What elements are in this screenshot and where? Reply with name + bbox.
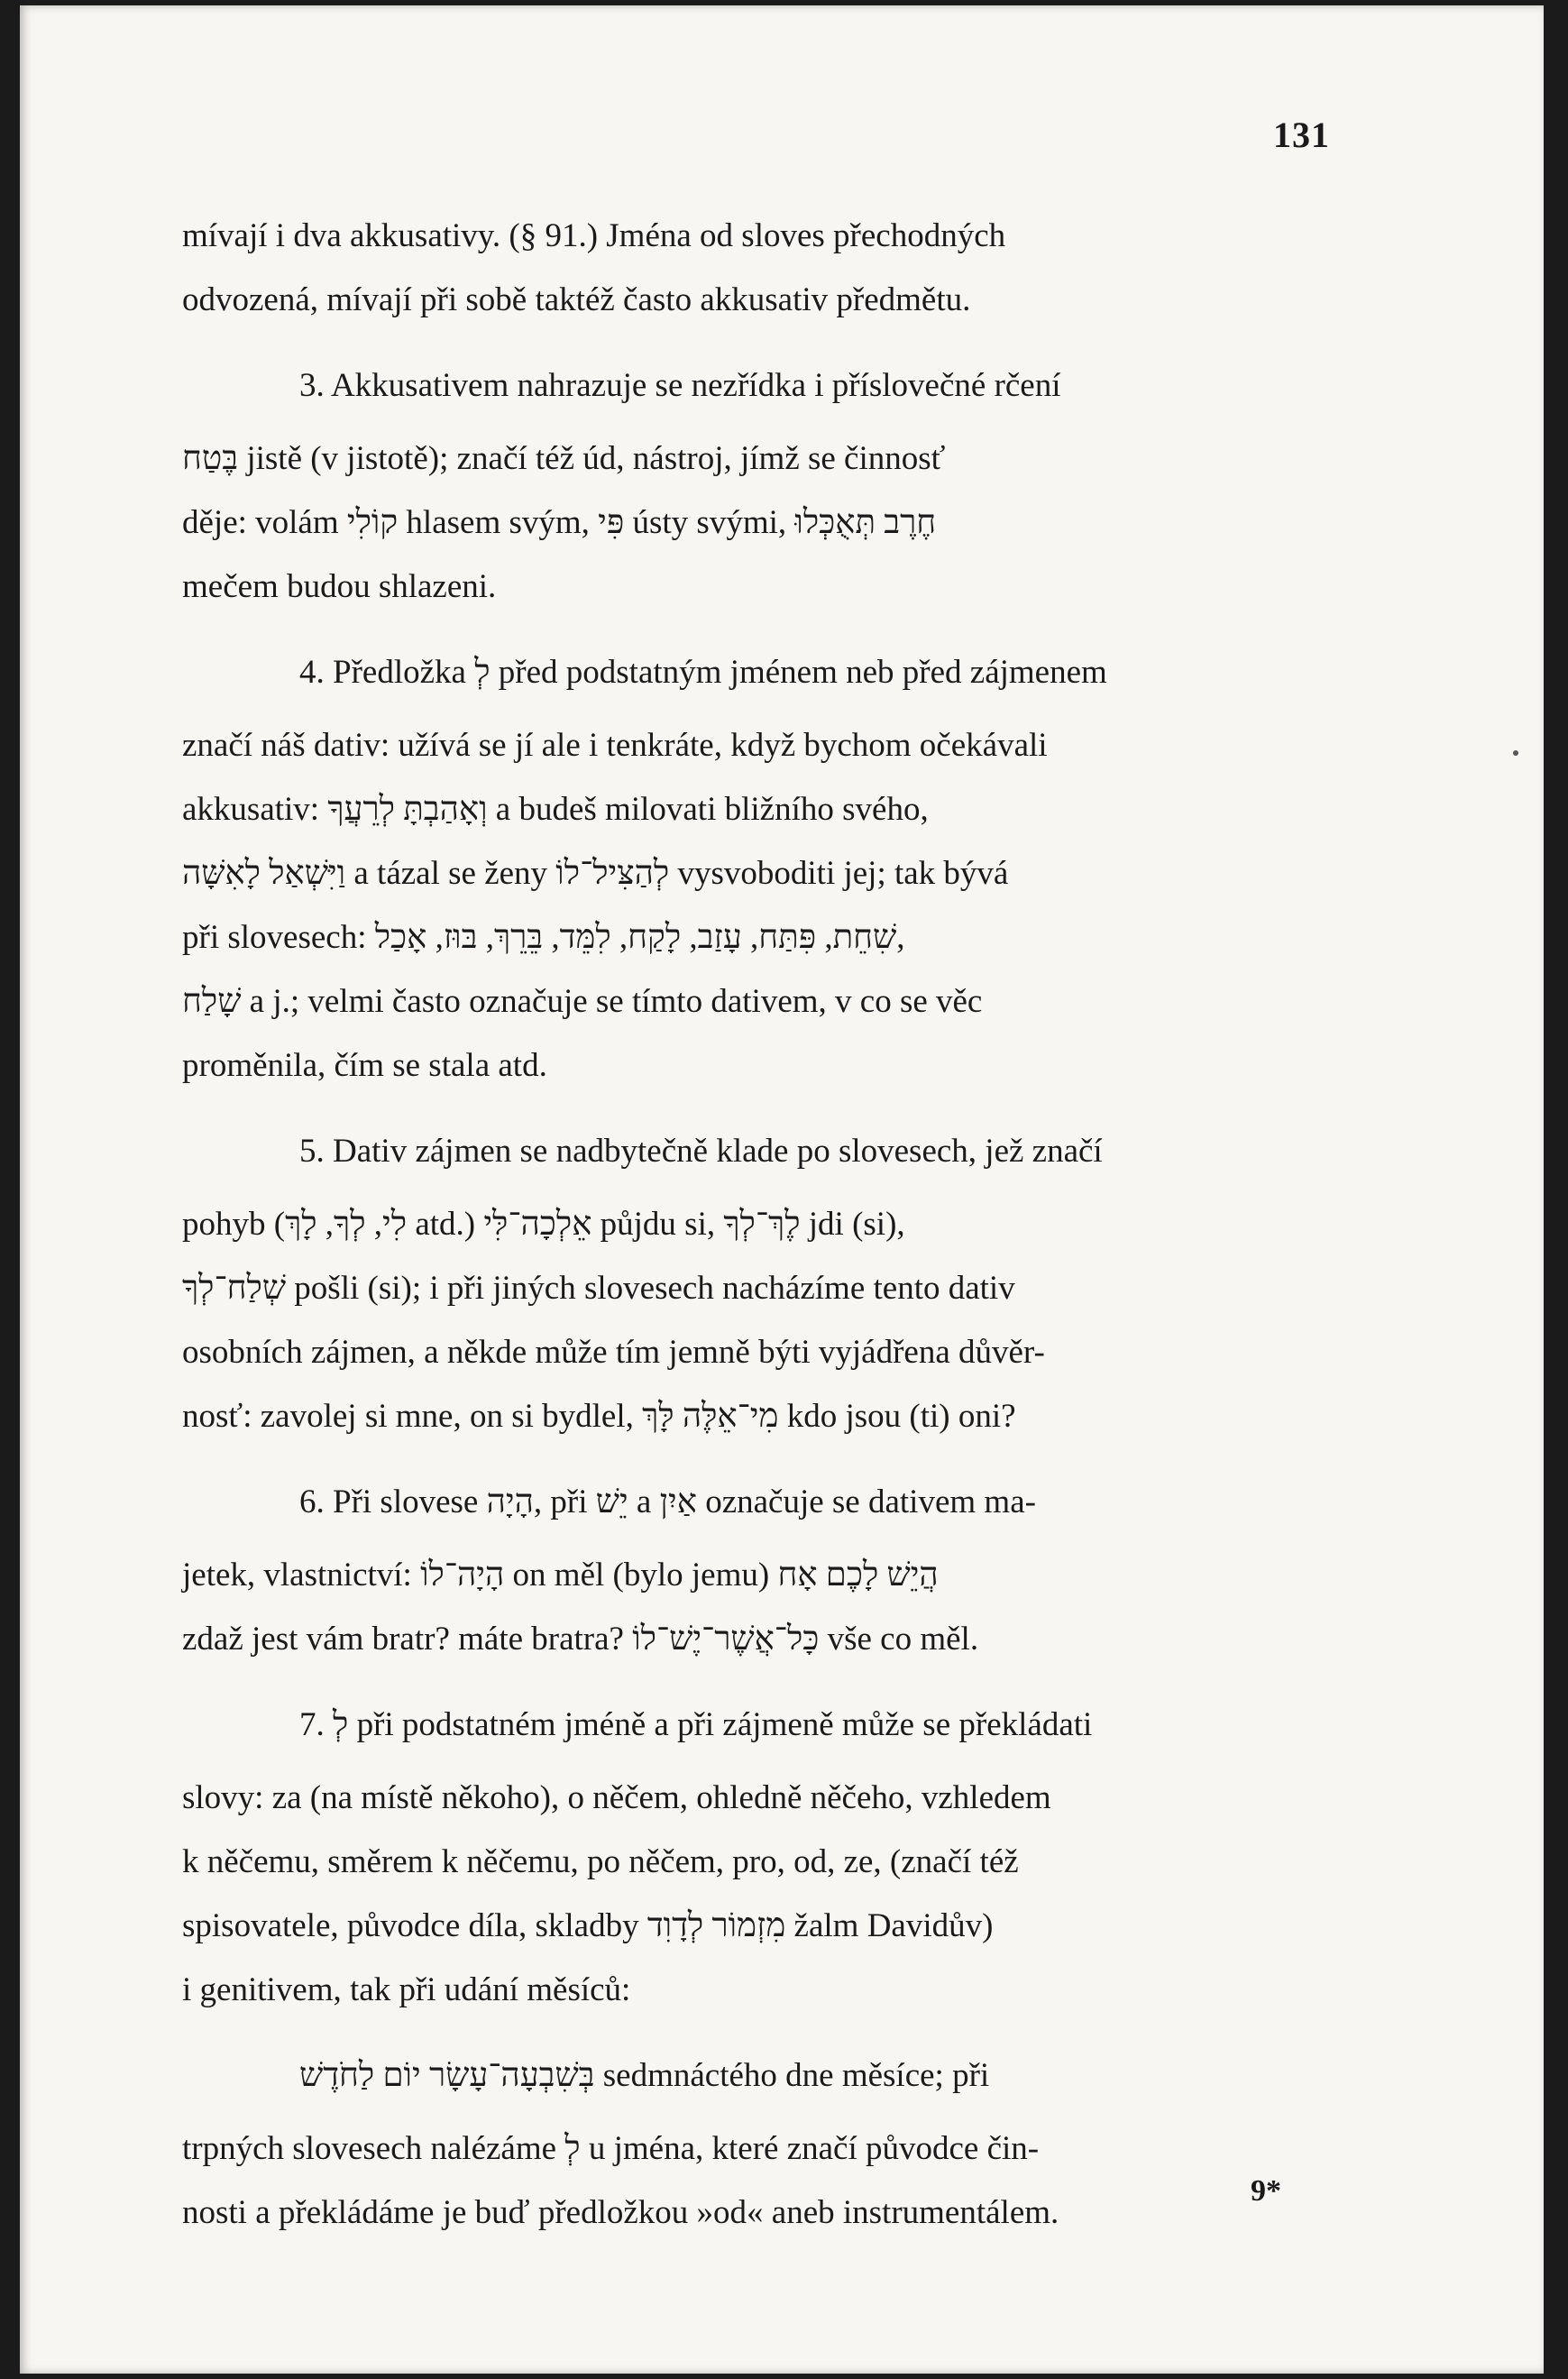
body-text	[182, 204, 1354, 2254]
text-line: שָׁלַח a j.; velmi často označuje se tímto dativem, v co se věc	[182, 983, 983, 1020]
text-line: slovy: za (na místě někoho), o něčem, ohledně něčeho, vzhledem	[182, 1779, 1051, 1816]
text-line: mívají i dva akkusativy. (§ 91.) Jména od sloves přechodných	[182, 217, 1006, 254]
paragraph-7-body	[182, 1766, 1354, 2022]
text-line: osobních zájmen, a někde může tím jemně býti vyjádřena důvěr-	[182, 1334, 1045, 1371]
text-line: שְׁלַח־לְךָ pošli (si); i při jiných slovesech nacházíme tento dativ	[182, 1270, 1015, 1307]
paragraph-6-body	[182, 1543, 1354, 1671]
text-line: jetek, vlastnictví: הָיָה־לוֹ on měl (bylo jemu) הֲיֵשׁ לָכֶם אָח	[182, 1557, 939, 1594]
signature-mark: 9*	[1251, 2174, 1281, 2208]
text-line: בְּשִׁבְעָה־עָשָׂר יוֹם לַחֹדֶשׁ sedmnáctého dne měsíce; při	[299, 2057, 990, 2094]
text-line: akkusativ: וְאָהַבְתָּ לְרֵעֲךָ a budeš milovati bližního svého,	[182, 791, 929, 828]
text-line: 4. Předložka לְ před podstatným jménem neb před zájmenem	[299, 654, 1107, 691]
paragraph-8-body	[182, 2117, 1354, 2245]
text-line: 7. לְ při podstatném jméně a při zájmeně může se překládati	[299, 1706, 1093, 1743]
text-line: trpných slovesech nalézáme לְ u jména, které značí původce čin-	[182, 2130, 1040, 2167]
text-line: pohyb (לִי, לְךָ, לָךְ atd.) אֵלְכָה־לִּי půjdu si, לֶךְ־לְךָ jdi (si),	[182, 1206, 905, 1243]
text-line: nosti a překládáme je buď předložkou »od« aneb instrumentálem.	[182, 2194, 1059, 2231]
paragraph-8	[182, 2044, 1354, 2108]
book-page	[20, 5, 1544, 2374]
text-line: proměnila, čím se stala atd.	[182, 1047, 547, 1084]
page-number: 131	[1273, 115, 1330, 155]
text-line: בֶּטַח jistě (v jistotě); značí též úd, nástroj, jímž se činnosť	[182, 440, 946, 477]
text-line: zdaž jest vám bratr? máte bratra? כָּל־אֲשֶׁר־יֶשׁ־לוֹ vše co měl.	[182, 1621, 979, 1658]
paragraph-7	[182, 1693, 1354, 1757]
paragraph-5	[182, 1119, 1354, 1183]
text-line: nosť: zavolej si mne, on si bydlel, מִי־אֵלֶּה לָּךְ kdo jsou (ti) oni?	[182, 1398, 1016, 1435]
text-line: i genitivem, tak při udání měsíců:	[182, 1971, 631, 2008]
text-line: děje: volám קוֹלִי hlasem svým, פִּי ústy svými, חֶרֶב תְּאֻכְּלוּ	[182, 504, 937, 541]
paragraph-5-body	[182, 1192, 1354, 1448]
paragraph-4-body	[182, 713, 1354, 1098]
text-line: mečem budou shlazeni.	[182, 568, 497, 605]
text-line: 5. Dativ zájmen se nadbytečně klade po slovesech, jež značí	[299, 1133, 1103, 1170]
text-line: וַיִּשְׁאַל לָאִשָּׁה a tázal se ženy לְהַצִּיל־לוֹ vysvoboditi jej; tak bývá	[182, 855, 1009, 892]
text-line: 6. Při slovese הָיָה, při יֵשׁ a אַיִן označuje se dativem ma-	[299, 1483, 1036, 1520]
paragraph-6	[182, 1470, 1354, 1534]
paragraph-3	[182, 354, 1354, 418]
paragraph-4	[182, 640, 1354, 704]
text-line: odvozená, mívají při sobě taktéž často akkusativ předmětu.	[182, 281, 971, 318]
paragraph-continuation	[182, 204, 1354, 332]
text-line: k něčemu, směrem k něčemu, po něčem, pro, od, ze, (značí též	[182, 1843, 1019, 1880]
print-speck	[1513, 750, 1518, 756]
text-line: při slovesech: שִׁחֵת, פִּתַּח, עָזַב, לָקַח, לִמֵּד, בֵּרֵךְ, בּוּז, אָכַל,	[182, 919, 905, 956]
text-line: značí náš dativ: užívá se jí ale i tenkráte, když bychom očekávali	[182, 727, 1048, 764]
paragraph-3-body	[182, 427, 1354, 619]
text-line: 3. Akkusativem nahrazuje se nezřídka i příslovečné rčení	[299, 367, 1061, 404]
text-line: spisovatele, původce díla, skladby מִזְמוֹר לְדָוִד žalm Davidův)	[182, 1907, 994, 1944]
